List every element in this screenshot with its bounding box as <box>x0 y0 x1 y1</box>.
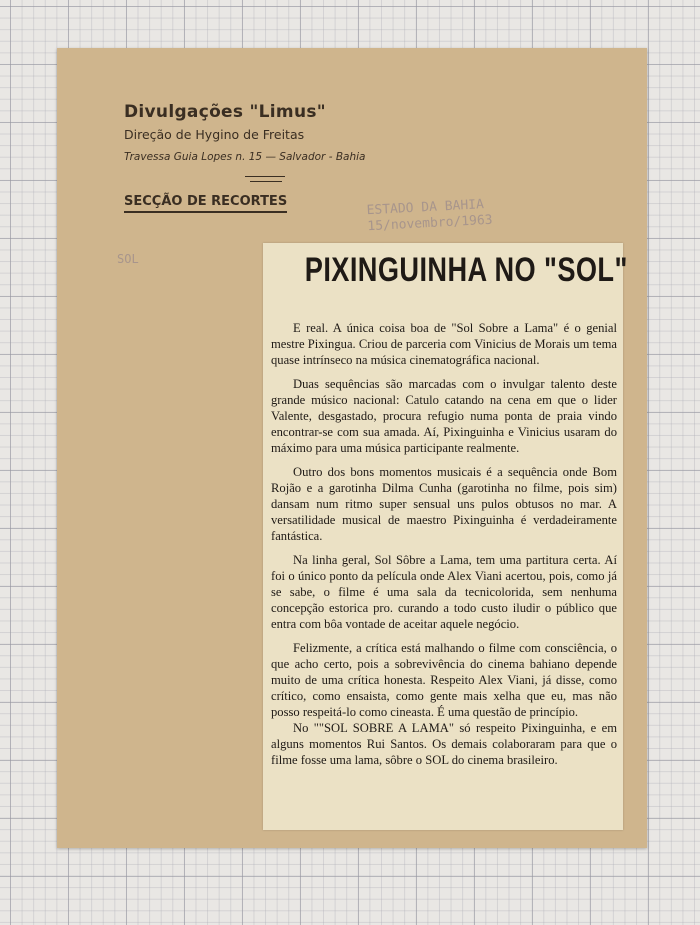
address-line: Travessa Guia Lopes n. 15 — Salvador - Bahia <box>124 151 366 163</box>
letterhead <box>124 102 365 163</box>
clipping-title: PIXINGUINHA NO "SOL" <box>304 251 628 289</box>
section-title: SECÇÃO DE RECORTES <box>124 194 287 213</box>
clipping-paragraph: No ""SOL SOBRE A LAMA" só respeito Pixinguinha, e em alguns momentos Rui Santos. Os demais colaboraram para que o filme fosse uma lama, sôbre o SOL do cinema brasileiro. <box>271 721 617 767</box>
clipping-paragraph: Felizmente, a crítica está malhando o filme com consciência, o que acho certo, pois a sobrevivência do cinema bahiano depende muito de uma crítica honesta. Respeito Alex Viani, já disse, como crítico, como ensaista, como gente mais xelha que eu, mas não posso respeitá-lo como cineasta. É uma questão de princípio. <box>271 641 617 719</box>
clipping-paragraph: Na linha geral, Sol Sôbre a Lama, tem uma partitura certa. Aí foi o único ponto da película onde Alex Viani acertou, pois, como já se sabe, o filme é uma sala da tecnicolorida, sem nenhuma concepção estorica pro. curando a todo custo iludir o público que entra com bôa vontade de aceitar aquele negócio. <box>271 553 617 631</box>
company-name: Divulgações "Limus" <box>124 102 326 122</box>
clipping-paragraph: E real. A única coisa boa de "Sol Sobre a Lama" é o genial mestre Pixingua. Criou de parceria com Vinicius de Morais um tema quase intrínseco na música cinematográfica nacional. <box>271 321 617 367</box>
date-stamp <box>366 197 493 236</box>
clipping-paragraph: Duas sequências são marcadas com o invulgar talento deste grande músico nacional: Catulo catando na cena em que o lider Valente, desgastado, procura refugio numa ponta de praia vindo encontrar-se com sua amada. Aí, Pixinguinha e Vinicius usaram do máximo para uma música participante realmente. <box>271 377 617 455</box>
stamp-line-1: ESTADO DA BAHIA <box>366 197 485 219</box>
director-line: Direção de Hygino de Freitas <box>124 127 305 142</box>
letterhead-divider-top <box>245 176 285 177</box>
stamp-side-mark: SOL <box>117 252 139 266</box>
stamp-line-2: 15/novembro/1963 <box>367 212 493 235</box>
clipping-body <box>271 320 617 776</box>
letterhead-divider-bottom <box>250 181 282 182</box>
clipping-paragraph: Outro dos bons momentos musicais é a sequência onde Bom Rojão e a garotinha Dilma Cunha (garotinha no filme, pois sim) dansam num ritmo super sensual uns pulos obtusos no mar. A versatilidade musical de maestro Pixinguinha é verdadeiramente fantástica. <box>271 465 617 543</box>
